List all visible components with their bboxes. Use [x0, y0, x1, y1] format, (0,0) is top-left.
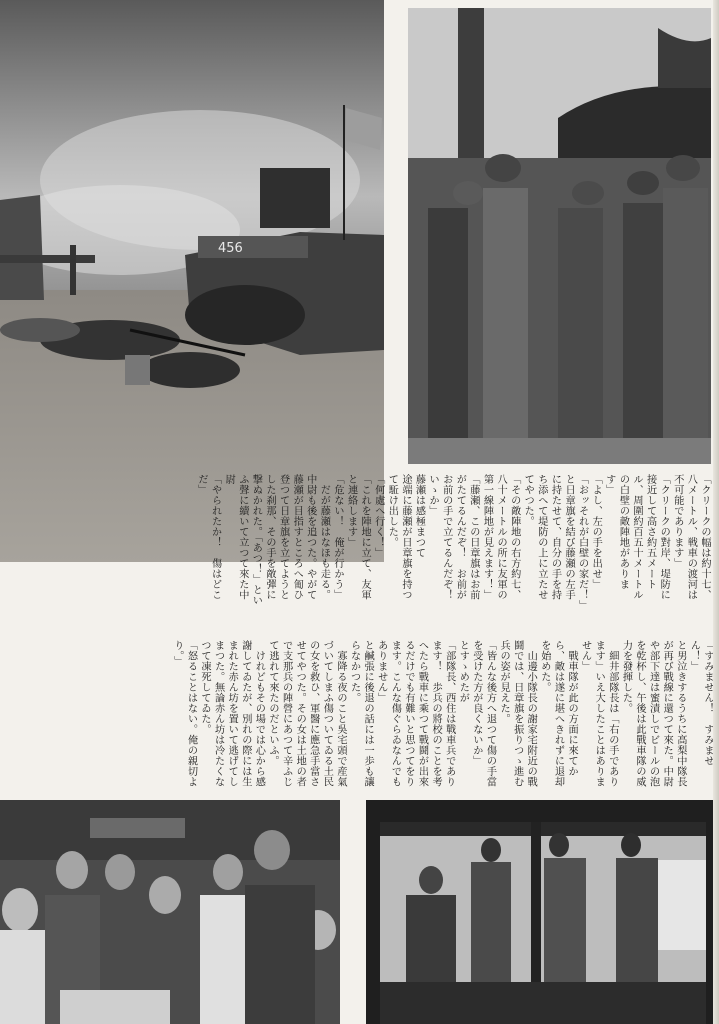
tank-number	[218, 241, 243, 256]
photo-soldiers-standing	[408, 8, 711, 464]
tank-number-label: 456	[218, 241, 243, 256]
article-text-upper: 「クリークの幅は約十七、八メートル、戦車の渡河は不可能であります」 「クリークの對岸、堤防に接近して高さ約五メートル、周圍約百五十メートルの白壁の敵陣地があります」 「よし、左の手を出せ」 「おッそれが白壁の家だ！」と日章旗を結び藤瀬の左手に持たせて、自分の手を持ち添へて堤防の上に立たせてやつた。 「その敵陣地の右方約七、八十メートルの所に友軍の第一線陣地が見えます！」 「藤瀬、この日章旗はお前がたてるんだぞ！ お前がお前の手で立てるんだぞ！ いゝか」 藤瀬は感極まつて 途端に藤瀬が日章旗を持つて駈け出した。 「何處へ行く！」 「これを陣地に立て、友軍と連絡します」 「危ない！ 俺が行かう」 だが藤瀬はなほも走る。中尉も後を追つた。やがて藤瀬が目指すところへ匍ひ登つて日章旗を立てようとした刹那、その手を敵彈に撃ぬかれた。「あつ！」といふ聲に續いて立つて來た中尉 「やられたか！ 傷はどこだ」	[196, 474, 710, 606]
photo-courtyard	[366, 800, 719, 1024]
photo-group-seated	[0, 800, 340, 1024]
page-edge	[713, 0, 719, 1024]
article-text-middle: 「すみません！ すみません！」 と男泣きするうちに高梨中隊長が再び戰線に還つて來た。中尉や部下達は蜜漬しでビールの泡を乾杯し、午後は此戰車隊の威力を發揮した。 細井部隊長は「右の手であります」いえ大したことはありません」 戰車隊が此の方面に來てから、敵は遂に堪へきれずに退却を始めた。 山邊小隊長の謝家宅附近の戰鬪では、日章旗を振りつゝ進む兵の姿が見えた。 「皆んな後方へ退つて傷の手當を受けた方が良くないか」 とすゝめたが 「部隊長、西住は戰車兵であります！ 歩兵の將校のことを考へたら戰車に乘つて戰鬪が出來るだけでも有難いと思つてをります。こんな傷ぐらゐなんでもありません」 と鹹張に後退の話には一歩も讓らなかつた。 寡降る夜のこと吳宅頭で産氣づいてしまふ傷ついてゐる土民の女を救ひ、軍醫に應急手當させてやつた。その女は土地の者で支那兵の陣營にあつて辛ふじて逃れて來たのだといふ。 けれどもその場では心から感謝してゐたが、別れの際には生まれた赤ん坊を置いて逃げてしまつた。無論赤ん坊は冷たくなつて凍死してゐた。 「怒ることはない。俺の親切より。」	[171, 640, 713, 787]
